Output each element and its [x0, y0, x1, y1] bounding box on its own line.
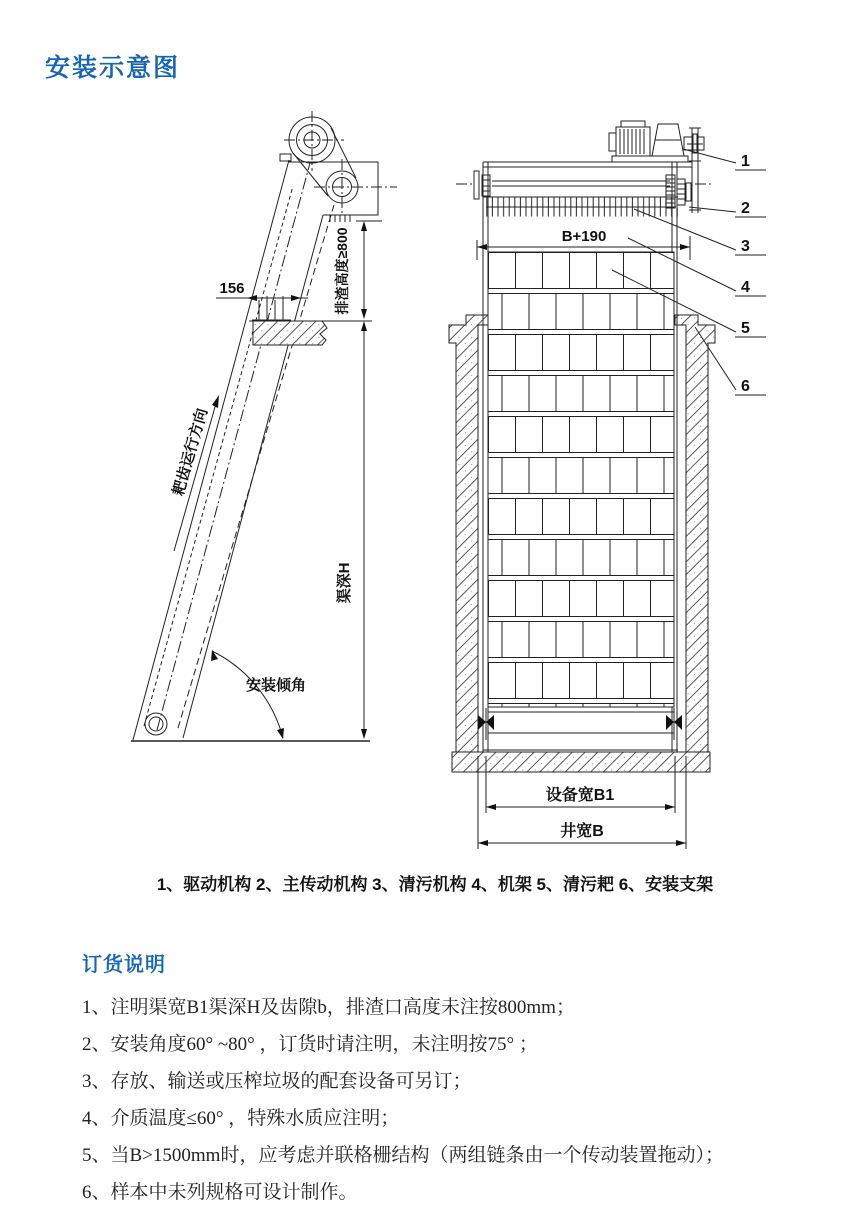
- ordering-section: [82, 948, 802, 1211]
- svg-text:B+190: B+190: [561, 228, 607, 245]
- bottom-sprocket: [145, 713, 167, 735]
- install-angle-label: [211, 650, 306, 739]
- floor-slab: [452, 752, 710, 772]
- dim-156: [216, 280, 308, 301]
- side-view: [131, 111, 397, 741]
- ordering-item: 2、安装角度60° ~80° ，订货时请注明，未注明按75° ；: [82, 1034, 538, 1055]
- svg-text:设备宽B1: 设备宽B1: [545, 787, 615, 804]
- rake-grid: [488, 252, 674, 707]
- discharge-platform: [249, 296, 372, 345]
- ordering-item: 5、当B>1500mm时，应考虑并联格栅结构（两组链条由一个传动装置拖动）；: [82, 1145, 724, 1166]
- ordering-heading: 订货说明: [82, 954, 166, 976]
- comb-teeth: [483, 197, 678, 217]
- svg-text:2: 2: [741, 200, 750, 217]
- svg-text:耙齿运行方向: 耙齿运行方向: [169, 406, 212, 498]
- bottom-assembly: [478, 708, 682, 750]
- parts-caption: 1、驱动机构 2、主传动机构 3、清污机构 4、机架 5、清污耙 6、安装支架: [156, 875, 714, 894]
- drive-motor: [609, 121, 704, 162]
- ordering-item: 3、存放、输送或压榨垃圾的配套设备可另订；: [82, 1071, 472, 1092]
- svg-text:5: 5: [741, 320, 750, 337]
- svg-text:1: 1: [741, 153, 750, 170]
- dim-channel-depth: [335, 321, 367, 739]
- callout-2: [689, 200, 766, 217]
- svg-text:6: 6: [741, 378, 750, 395]
- ordering-item: 6、样本中未列规格可设计制作。: [82, 1182, 358, 1203]
- svg-text:井宽B: 井宽B: [560, 823, 604, 840]
- svg-text:156: 156: [219, 280, 245, 297]
- page-title: 安装示意图: [45, 54, 181, 82]
- svg-text:3: 3: [741, 238, 750, 255]
- svg-text:安装倾角: 安装倾角: [246, 677, 307, 694]
- ordering-item: 4、介质温度≤60° ，特殊水质应注明；: [82, 1108, 400, 1129]
- callout-1: [683, 149, 766, 170]
- ordering-item: 1、注明渠宽B1渠深H及齿隙b，排渣口高度未注按800mm；: [82, 997, 575, 1018]
- front-view: [449, 121, 766, 849]
- svg-text:4: 4: [741, 279, 750, 296]
- svg-text:渠深H: 渠深H: [336, 562, 353, 604]
- dim-discharge-height: [334, 221, 382, 319]
- drive-bracket: [687, 128, 703, 213]
- svg-text:排渣高度≥800: 排渣高度≥800: [334, 227, 350, 315]
